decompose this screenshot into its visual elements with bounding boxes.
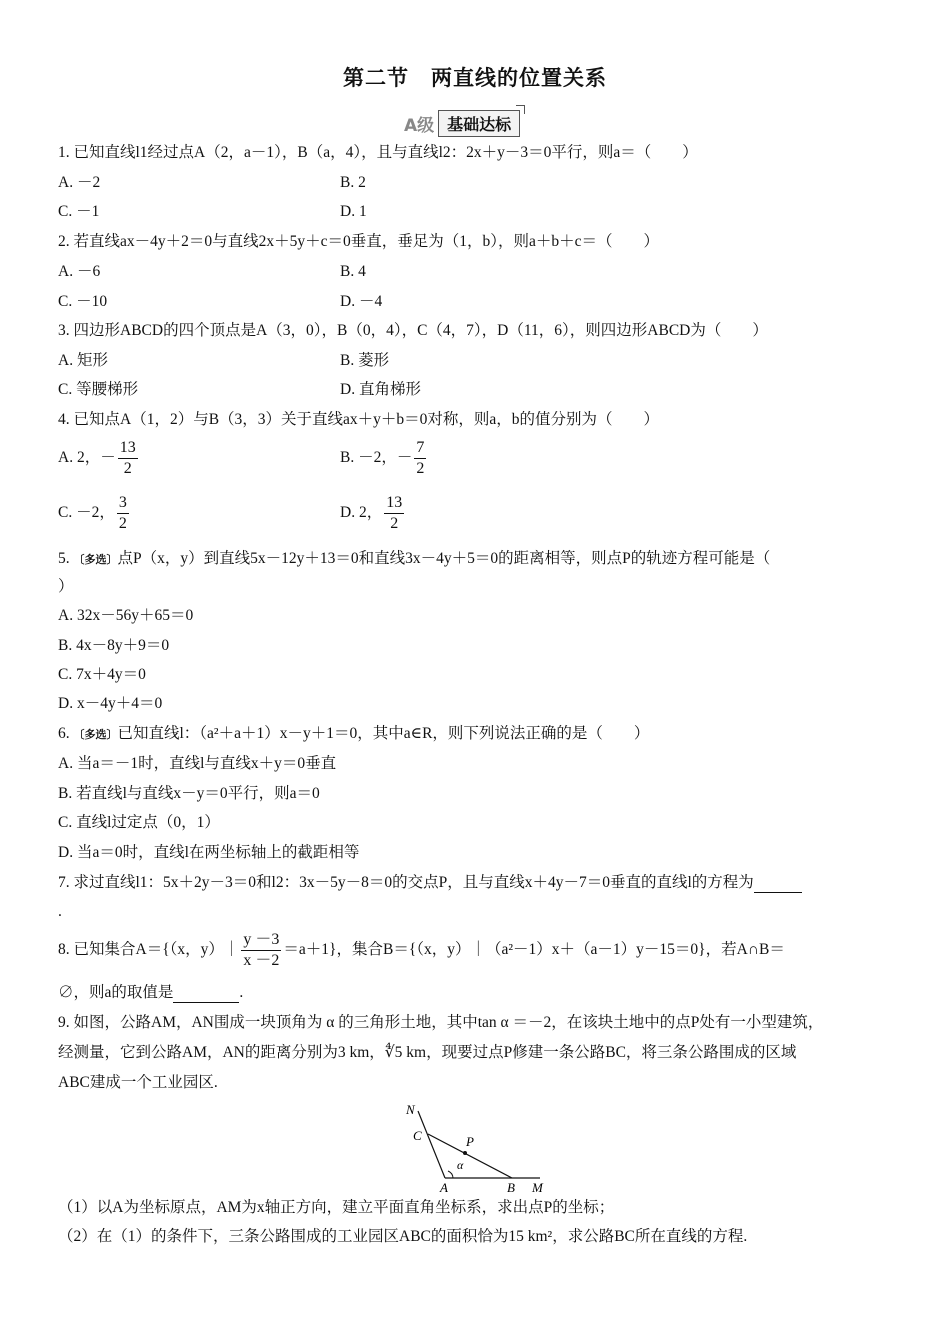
point-p <box>463 1151 467 1155</box>
q2-option-d: D. －4 <box>340 293 383 310</box>
q5-stem-end: ） <box>58 578 74 595</box>
q6-option-d: D. 当a＝0时，直线l在两坐标轴上的截距相等 <box>58 844 360 861</box>
q2-option-a: A. －6 <box>58 263 101 280</box>
q3-option-c: C. 等腰梯形 <box>58 381 139 398</box>
q5-option-a: A. 32x－56y＋65＝0 <box>58 607 194 624</box>
triangle-figure <box>400 1098 560 1199</box>
q3-option-a: A. 矩形 <box>58 352 108 369</box>
q2-option-b: B. 4 <box>340 263 366 280</box>
q1-option-d: D. 1 <box>340 203 367 220</box>
q9-part2: （2）在（1）的条件下，三条公路围成的工业园区ABC的面积恰为15 km²，求公路BC所在直线的方程. <box>58 1228 748 1245</box>
fraction: $\frac{13}{2}$ <box>119 439 136 477</box>
q9-line3: ABC建成一个工业园区. <box>58 1074 218 1091</box>
label-b: B <box>507 1180 515 1194</box>
q4-stem: 4. 已知点A（1，2）与B（3，3）关于直线ax＋y＋b＝0对称，则a，b的值分别为（ ） <box>58 411 660 428</box>
q7-end: . <box>58 903 62 920</box>
fraction: $\frac{7}{2}$ <box>416 439 425 477</box>
q6-stem: 6. 〔多选〕已知直线l：（a²＋a＋1）x－y＋1＝0，其中a∈R，则下列说法正确的是（ ） <box>58 725 650 742</box>
q1-option-a: A. －2 <box>58 174 101 191</box>
label-alpha: α <box>457 1158 464 1172</box>
answer-blank <box>754 878 802 893</box>
q1-option-c: C. －1 <box>58 203 100 220</box>
q5-option-d: D. x－4y＋4＝0 <box>58 695 163 712</box>
label-m: M <box>532 1180 543 1194</box>
q8-line2: ∅，则a的取值是 . <box>58 984 244 1001</box>
q6-option-c: C. 直线l过定点（0，1） <box>58 814 220 831</box>
fraction: $\frac{y -3}{x -2}$ <box>243 931 280 969</box>
q4-option-b: B. －2，－ $\frac{7}{2}$ <box>340 439 425 477</box>
label-a: A <box>440 1180 448 1194</box>
answer-blank <box>173 988 239 1003</box>
triangle-diagram <box>400 1098 560 1194</box>
q8-stem: 8. 已知集合A＝{（x，y）｜ $\frac{y -3}{x -2}$ ＝a＋1}，集合B＝{（x，y）｜（a²－1）x＋（a－1）y－15＝0}，若A∩B＝ <box>58 931 785 969</box>
label-n: N <box>406 1102 415 1117</box>
q9-line1: 9. 如图，公路AM，AN围成一块顶角为 α 的三角形土地，其中tan α ＝－2，在该块土地中的点P处有一小型建筑， <box>58 1014 824 1031</box>
q7-stem: 7. 求过直线l1：5x＋2y－3＝0和l2：3x－5y－8＝0的交点P，且与直线x＋4y－7＝0垂直的直线l的方程为 <box>58 873 802 893</box>
q1-stem: 1. 已知直线l1经过点A（2，a－1），B（a，4），且与直线l2：2x＋y－3＝0平行，则a＝（ ） <box>58 144 698 161</box>
q6-option-a: A. 当a＝－1时，直线l与直线x＋y＝0垂直 <box>58 755 337 772</box>
q9-line2: 经测量，它到公路AM，AN的距离分别为3 km，∜5 km，现要过点P修建一条公路BC，将三条公路围成的区域 <box>58 1044 797 1061</box>
q3-stem: 3. 四边形ABCD的四个顶点是A（3，0），B（0，4），C（4，7），D（11，6），则四边形ABCD为（ ） <box>58 322 768 339</box>
fraction: $\frac{13}{2}$ <box>386 494 403 532</box>
road-an <box>418 1111 445 1178</box>
page-title: 第二节 两直线的位置关系 <box>343 66 607 90</box>
level-label: A级 <box>404 115 435 136</box>
q2-option-c: C. －10 <box>58 293 108 310</box>
q4-option-a: A. 2，－ $\frac{13}{2}$ <box>58 439 136 477</box>
q5-stem: 5. 〔多选〕点P（x，y）到直线5x－12y＋13＝0和直线3x－4y＋5＝0的距离相等，则点P的轨迹方程可能是（ <box>58 550 771 567</box>
q5-option-c: C. 7x＋4y＝0 <box>58 666 146 683</box>
q1-option-b: B. 2 <box>340 174 366 191</box>
label-p: P <box>466 1134 474 1149</box>
label-c: C <box>413 1128 422 1143</box>
multi-choice-tag: 〔多选〕 <box>73 729 118 741</box>
fraction: $\frac{3}{2}$ <box>118 494 127 532</box>
level-box: 基础达标 <box>438 110 520 137</box>
q2-stem: 2. 若直线ax－4y＋2＝0与直线2x＋5y＋c＝0垂直，垂足为（1，b），则a＋b＋c＝（ ） <box>58 233 660 250</box>
q5-option-b: B. 4x－8y＋9＝0 <box>58 637 170 654</box>
angle-arc <box>448 1171 453 1178</box>
q9-part1: （1）以A为坐标原点，AM为x轴正方向，建立平面直角坐标系，求出点P的坐标； <box>58 1199 615 1216</box>
q4-option-c: C. －2， $\frac{3}{2}$ <box>58 494 127 532</box>
multi-choice-tag: 〔多选〕 <box>73 554 118 566</box>
q3-option-d: D. 直角梯形 <box>340 381 421 398</box>
q3-option-b: B. 菱形 <box>340 352 390 369</box>
q4-option-d: D. 2， $\frac{13}{2}$ <box>340 494 403 532</box>
q6-option-b: B. 若直线l与直线x－y＝0平行，则a＝0 <box>58 785 320 802</box>
level-badge <box>402 110 520 136</box>
